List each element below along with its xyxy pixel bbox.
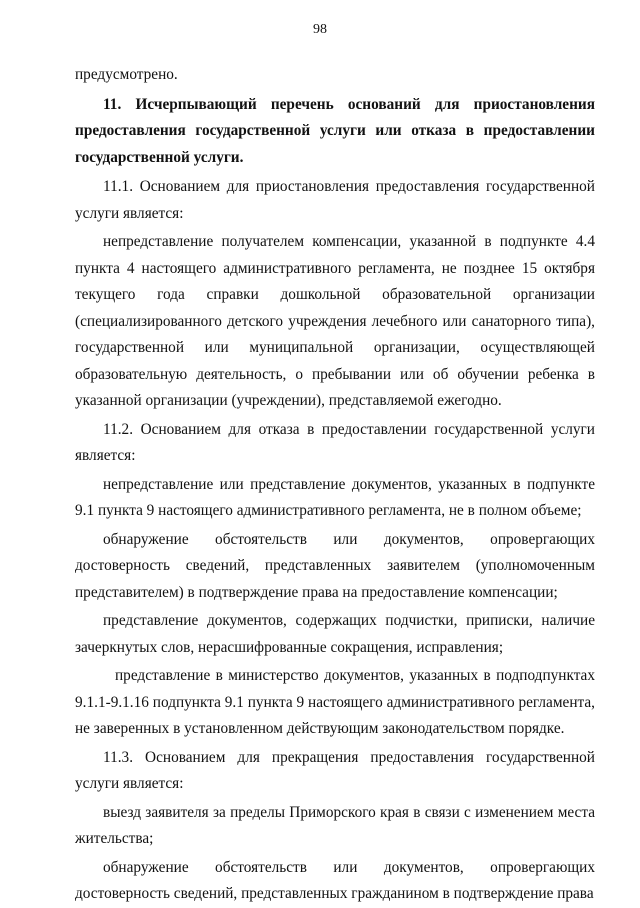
paragraph-11-3-item-2: обнаружение обстоятельств или документов, опровергающих достоверность сведений, представленных гражданином в подтверждение права bbox=[75, 858, 595, 902]
paragraph-11-2-item-2: обнаружение обстоятельств или документов, опровергающих достоверность сведений, представленных заявителем (уполномоченным представителем) в подтверждение права на предоставление компенсации; bbox=[75, 530, 595, 601]
paragraph-11-2-item-1: непредставление или представление документов, указанных в подпункте 9.1 пункта 9 настоящего административного регламента, не в полном объеме; bbox=[75, 475, 595, 519]
page-number: 98 bbox=[313, 22, 327, 37]
paragraph-11-1: 11.1. Основанием для приостановления предоставления государственной услуги является: bbox=[75, 178, 595, 222]
paragraph-11-3-item-1: выезд заявителя за пределы Приморского края в связи с изменением места жительства; bbox=[75, 803, 595, 847]
document-body bbox=[75, 62, 595, 908]
paragraph-11-3: 11.3. Основанием для прекращения предоставления государственной услуги является: bbox=[75, 748, 595, 792]
paragraph-11-2-item-3: представление документов, содержащих подчистки, приписки, наличие зачеркнутых слов, нерасшифрованные сокращения, исправления; bbox=[75, 612, 595, 656]
paragraph-11-2-item-4: представление в министерство документов, указанных в подподпунктах 9.1.1-9.1.16 подпункта 9.1 пункта 9 настоящего административного регламента, не заверенных в установленном действующим законодательством порядке. bbox=[75, 667, 595, 737]
section-heading: 11. Исчерпывающий перечень оснований для приостановления предоставления государственной услуги или отказа в предоставлении государственной услуги. bbox=[75, 95, 595, 166]
paragraph-11-2: 11.2. Основанием для отказа в предоставлении государственной услуги является: bbox=[75, 420, 595, 464]
paragraph-11-1-item: непредставление получателем компенсации, указанной в подпункте 4.4 пункта 4 настоящего административного регламента, не позднее 15 октября текущего года справки дошкольной образовательной организации (специализированного детского учреждения лечебного или санаторного типа), государственной или муниципальной организации, осуществляющей образовательную деятельность, о пребывании или об обучении ребенка в указанной организации (учреждении), представляемой ежегодно. bbox=[75, 233, 595, 409]
paragraph-continuation: предусмотрено. bbox=[75, 66, 178, 83]
